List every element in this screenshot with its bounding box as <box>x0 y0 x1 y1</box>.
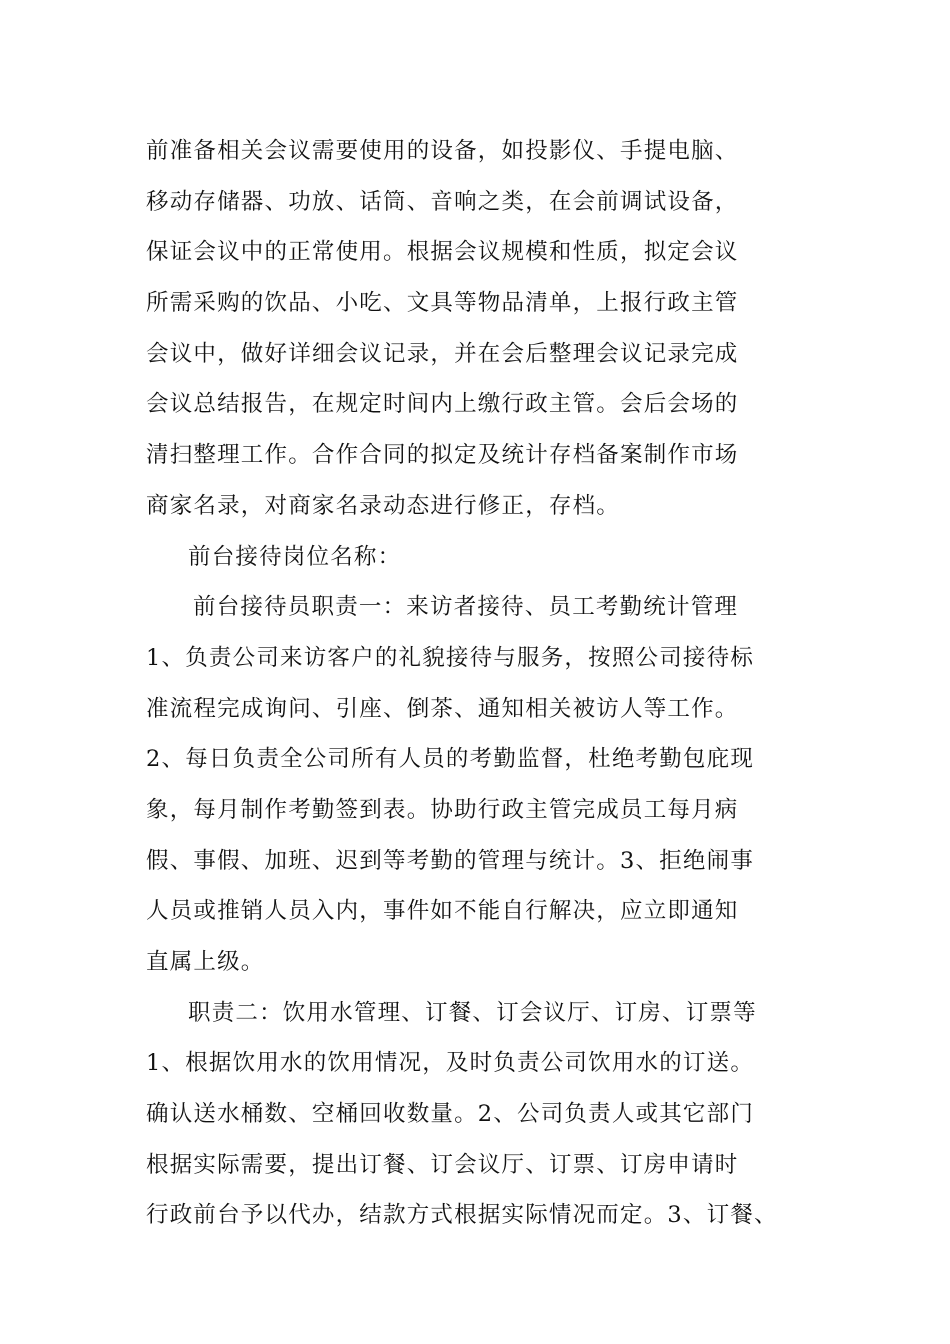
section-heading: 前台接待岗位名称： <box>188 543 402 570</box>
text-line: 1、负责公司来访客户的礼貌接待与服务，按照公司接待标 <box>146 644 755 671</box>
text-line: 保证会议中的正常使用。根据会议规模和性质，拟定会议 <box>146 239 739 266</box>
text-line: 会议中，做好详细会议记录，并在会后整理会议记录完成 <box>146 340 739 367</box>
section-heading: 职责二：饮用水管理、订餐、订会议厅、订房、订票等 <box>188 999 757 1026</box>
text-line: 清扫整理工作。合作合同的拟定及统计存档备案制作市场 <box>146 442 739 469</box>
text-line: 行政前台予以代办，结款方式根据实际情况而定。3、订餐、 <box>146 1202 778 1229</box>
text-line: 根据实际需要，提出订餐、订会议厅、订票、订房申请时 <box>146 1151 739 1178</box>
text-line: 假、事假、加班、迟到等考勤的管理与统计。3、拒绝闹事 <box>146 847 755 874</box>
text-line: 前准备相关会议需要使用的设备，如投影仪、手提电脑、 <box>146 138 739 164</box>
text-line: 会议总结报告，在规定时间内上缴行政主管。会后会场的 <box>146 391 739 418</box>
text-line: 所需采购的饮品、小吃、文具等物品清单，上报行政主管 <box>146 290 739 317</box>
text-line: 人员或推销人员入内，事件如不能自行解决，应立即通知 <box>146 898 739 925</box>
section-heading: 前台接待员职责一：来访者接待、员工考勤统计管理 <box>193 594 739 621</box>
text-line: 商家名录，对商家名录动态进行修正，存档。 <box>146 492 621 519</box>
text-line: 确认送水桶数、空桶回收数量。2、公司负责人或其它部门 <box>146 1101 755 1128</box>
text-line: 象，每月制作考勤签到表。协助行政主管完成员工每月病 <box>146 796 739 823</box>
text-line: 移动存储器、功放、话筒、音响之类，在会前调试设备， <box>146 188 739 215</box>
text-line: 直属上级。 <box>146 949 265 975</box>
document-body <box>146 128 836 1243</box>
text-line: 2、每日负责全公司所有人员的考勤监督，杜绝考勤包庇现 <box>146 746 755 773</box>
text-line: 1、根据饮用水的饮用情况，及时负责公司饮用水的订送。 <box>146 1050 755 1077</box>
text-line: 准流程完成询问、引座、倒茶、通知相关被访人等工作。 <box>146 695 739 722</box>
